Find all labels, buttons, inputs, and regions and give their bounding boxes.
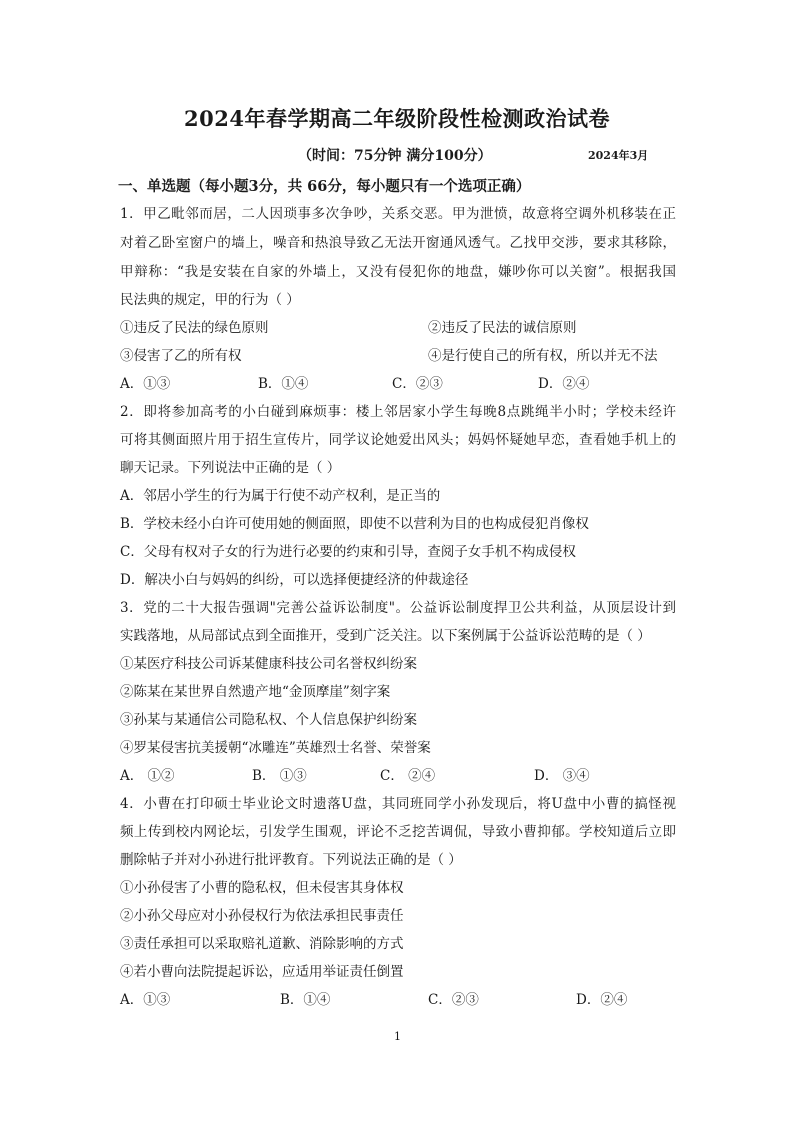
q1-stem-line: 1．甲乙毗邻而居，二人因琐事多次争吵，关系交恶。甲为泄愤，故意将空调外机移装在正 [120, 206, 676, 222]
q2-option-b: B．学校未经小白许可使用她的侧面照，即使不以营利为目的也构成侵犯肖像权 [120, 516, 589, 532]
q2-stem-line: 2．即将参加高考的小白碰到麻烦事：楼上邻居家小学生每晚8点跳绳半小时；学校未经许 [120, 404, 676, 420]
q1-statement: ③侵害了乙的所有权 [120, 348, 242, 364]
q4-choice-b: B．①④ [280, 992, 331, 1008]
q3-choice-d: D． ③④ [534, 768, 590, 784]
q2-option-a: A．邻居小学生的行为属于行使不动产权利，是正当的 [120, 488, 441, 504]
q1-choice-a: A．①③ [120, 376, 171, 392]
q2-option-c: C．父母有权对子女的行为进行必要的约束和引导，查阅子女手机不构成侵权 [120, 544, 576, 560]
q1-stem-line: 甲辩称：“我是安装在自家的外墙上，又没有侵犯你的地盘，嫌吵你可以关窗”。根据我国 [120, 264, 676, 280]
section-heading: 一、单选题（每小题3分，共 66分，每小题只有一个选项正确） [118, 178, 531, 195]
q4-choice-c: C．②③ [428, 992, 479, 1008]
q1-choice-d: D．②④ [538, 376, 590, 392]
q3-choice-b: B． ①③ [252, 768, 307, 784]
q4-statement: ②小孙父母应对小孙侵权行为依法承担民事责任 [120, 908, 404, 924]
q1-stem-line: 民法典的规定，甲的行为（ ） [120, 292, 300, 308]
q4-stem-line: 删除帖子并对小孙进行批评教育。下列说法正确的是（ ） [120, 852, 462, 868]
q3-choice-a: A． ①② [120, 768, 175, 784]
q1-statement: ④是行使自己的所有权，所以并无不法 [428, 348, 658, 364]
q3-statement: ②陈某在某世界自然遗产地“金顶摩崖”刻字案 [120, 684, 391, 700]
q1-statement: ①违反了民法的绿色原则 [120, 320, 269, 336]
q3-stem-line: 实践落地，从局部试点到全面推开，受到广泛关注。以下案例属于公益诉讼范畴的是（ ） [120, 628, 651, 644]
q4-stem-line: 4．小曹在打印硕士毕业论文时遗落U盘，其同班同学小孙发现后，将U盘中小曹的搞怪视 [120, 796, 676, 812]
q2-stem-line: 可将其侧面照片用于招生宣传片，同学议论她爱出风头；妈妈怀疑她早恋，查看她手机上的 [120, 432, 676, 448]
exam-date: 2024年3月 [588, 149, 649, 162]
q2-stem-line: 聊天记录。下列说法中正确的是（ ） [120, 460, 341, 476]
q3-statement: ④罗某侵害抗美援朝“冰雕连”英雄烈士名誉、荣誉案 [120, 740, 431, 756]
q1-stem-line: 对着乙卧室窗户的墙上，噪音和热浪导致乙无法开窗通风透气。乙找甲交涉，要求其移除， [120, 235, 676, 251]
q2-option-d: D．解决小白与妈妈的纠纷，可以选择便捷经济的仲裁途径 [120, 572, 469, 588]
q1-choice-c: C．②③ [392, 376, 443, 392]
q3-choice-c: C． ②④ [380, 768, 436, 784]
q4-stem-line: 频上传到校内网论坛，引发学生围观，评论不乏挖苦调侃，导致小曹抑郁。学校知道后立即 [120, 824, 676, 840]
q4-choice-d: D．②④ [576, 992, 628, 1008]
exam-title: 2024年春学期高二年级阶段性检测政治试卷 [184, 106, 610, 131]
q1-statement: ②违反了民法的诚信原则 [428, 320, 577, 336]
page-number: 1 [394, 1030, 401, 1043]
q4-statement: ③责任承担可以采取赔礼道歉、消除影响的方式 [120, 936, 404, 952]
q3-statement: ③孙某与某通信公司隐私权、个人信息保护纠纷案 [120, 712, 417, 728]
q3-stem-line: 3．党的二十大报告强调"完善公益诉讼制度"。公益诉讼制度捍卫公共利益，从顶层设计到 [120, 600, 676, 616]
exam-subtitle: （时间：75分钟 满分100分） [298, 148, 492, 164]
q4-choice-a: A．①③ [120, 992, 171, 1008]
q4-statement: ④若小曹向法院提起诉讼，应适用举证责任倒置 [120, 964, 404, 980]
q4-statement: ①小孙侵害了小曹的隐私权，但未侵害其身体权 [120, 880, 404, 896]
q1-choice-b: B．①④ [258, 376, 309, 392]
q3-statement: ①某医疗科技公司诉某健康科技公司名誉权纠纷案 [120, 656, 417, 672]
